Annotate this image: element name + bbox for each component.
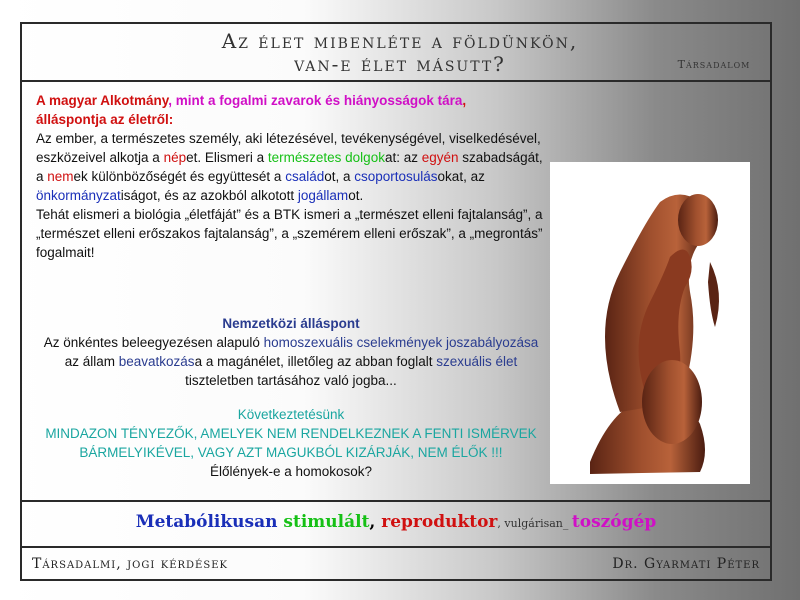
tagline-underscore: _: [562, 517, 572, 530]
statue-image: [550, 162, 750, 484]
wooden-statue-illustration: [550, 162, 750, 484]
text-run: ot, a: [324, 169, 355, 184]
highlight-egyen: egyén: [421, 150, 459, 165]
highlight-nem: nem: [47, 169, 74, 184]
body-divider: [20, 500, 772, 502]
intl-heading: Nemzetközi álláspont: [222, 316, 360, 331]
highlight-termeszetes: természetes dolgok: [267, 150, 385, 165]
heading-line2: álláspontja az életről:: [36, 112, 174, 127]
title-line-2: van-e élet másutt?: [294, 52, 506, 76]
tagline-comma: ,: [369, 512, 382, 532]
tagline-word-1: Metabólikusan: [135, 512, 278, 532]
footer-divider: [20, 546, 772, 548]
text-run: okat, az: [437, 169, 485, 184]
text-run: Az ember, a természetes személy, aki létezésével, tevékenységével, viselkedésével, eszközeivel alkotja a: [36, 131, 541, 165]
highlight-csoportosulas: csoportosulás: [354, 169, 438, 184]
intl-body: [36, 333, 546, 390]
tagline-word-5: toszógép: [571, 512, 657, 532]
heading-comma: ,: [462, 93, 467, 108]
footer-category: Társadalmi, jogi kérdések: [32, 556, 228, 572]
highlight-homoszexualis: homoszexuális cselekmények joszabályozása: [263, 335, 539, 350]
category-tag: Társadalom: [677, 58, 751, 71]
conclusion-body: MINDAZON TÉNYEZŐK, AMELYEK NEM RENDELKEZNEK A FENTI ISMÉRVEK BÁRMELYIKÉVEL, VAGY AZT MAGUKBÓL KIZÁRJÁK, NEM ÉLŐK !!!: [45, 426, 537, 460]
text-run: ek különbözőségét és együttesét a: [73, 169, 286, 184]
international-section: [36, 314, 546, 390]
intro-paragraph-1: [36, 129, 546, 205]
intro-paragraph-2: Tehát elismeri a biológia „életfáját” és a BTK ismeri a „természet elleni fajtalanság”, a „természet elleni erőszakos fajtalanság”, a „szemérem elleni erőszak”, a „megrontás” fogalmait!: [36, 207, 543, 260]
intro-heading: [36, 91, 546, 129]
tagline-word-3: reproduktor: [381, 512, 498, 532]
text-run: Az önkéntes beleegyezésen alapuló: [43, 335, 264, 350]
text-run: et. Elismeri a: [186, 150, 268, 165]
tagline: [20, 512, 772, 532]
tagline-word-4: , vulgárisan: [497, 517, 563, 530]
intro-section: [36, 91, 546, 262]
text-run: a a magánélet, illetőleg az abban foglalt: [194, 354, 437, 369]
highlight-csalad: család: [285, 169, 325, 184]
text-run: szabadságát, a: [36, 150, 543, 184]
text-run: at: az: [384, 150, 422, 165]
conclusion-section: [36, 405, 546, 481]
highlight-nep: nép: [163, 150, 187, 165]
title-line-1: Az élet mibenléte a földünkön,: [221, 29, 579, 53]
text-run: tiszteletben tartásához való jogba...: [185, 373, 397, 388]
conclusion-question: Élőlények-e a homokosok?: [209, 464, 373, 479]
heading-magenta: , mint a fogalmi zavarok és hiányosságok tára: [168, 93, 463, 108]
text-run: iságot, és az azokból alkotott: [120, 188, 298, 203]
text-run: ot.: [348, 188, 364, 203]
tagline-word-2: stimulált: [277, 512, 370, 532]
highlight-jogallam: jogállam: [297, 188, 349, 203]
slide-title: [150, 30, 650, 76]
heading-red: A magyar Alkotmány: [36, 93, 169, 108]
footer-author: Dr. Gyarmati Péter: [612, 556, 760, 572]
header-divider: [20, 80, 772, 82]
conclusion-heading: Következtetésünk: [237, 407, 345, 422]
text-run: az állam: [64, 354, 119, 369]
highlight-onkormanyzat: önkormányzat: [36, 188, 121, 203]
highlight-beavatkozas: beavatkozás: [118, 354, 195, 369]
highlight-szexualis: szexuális élet: [436, 354, 518, 369]
